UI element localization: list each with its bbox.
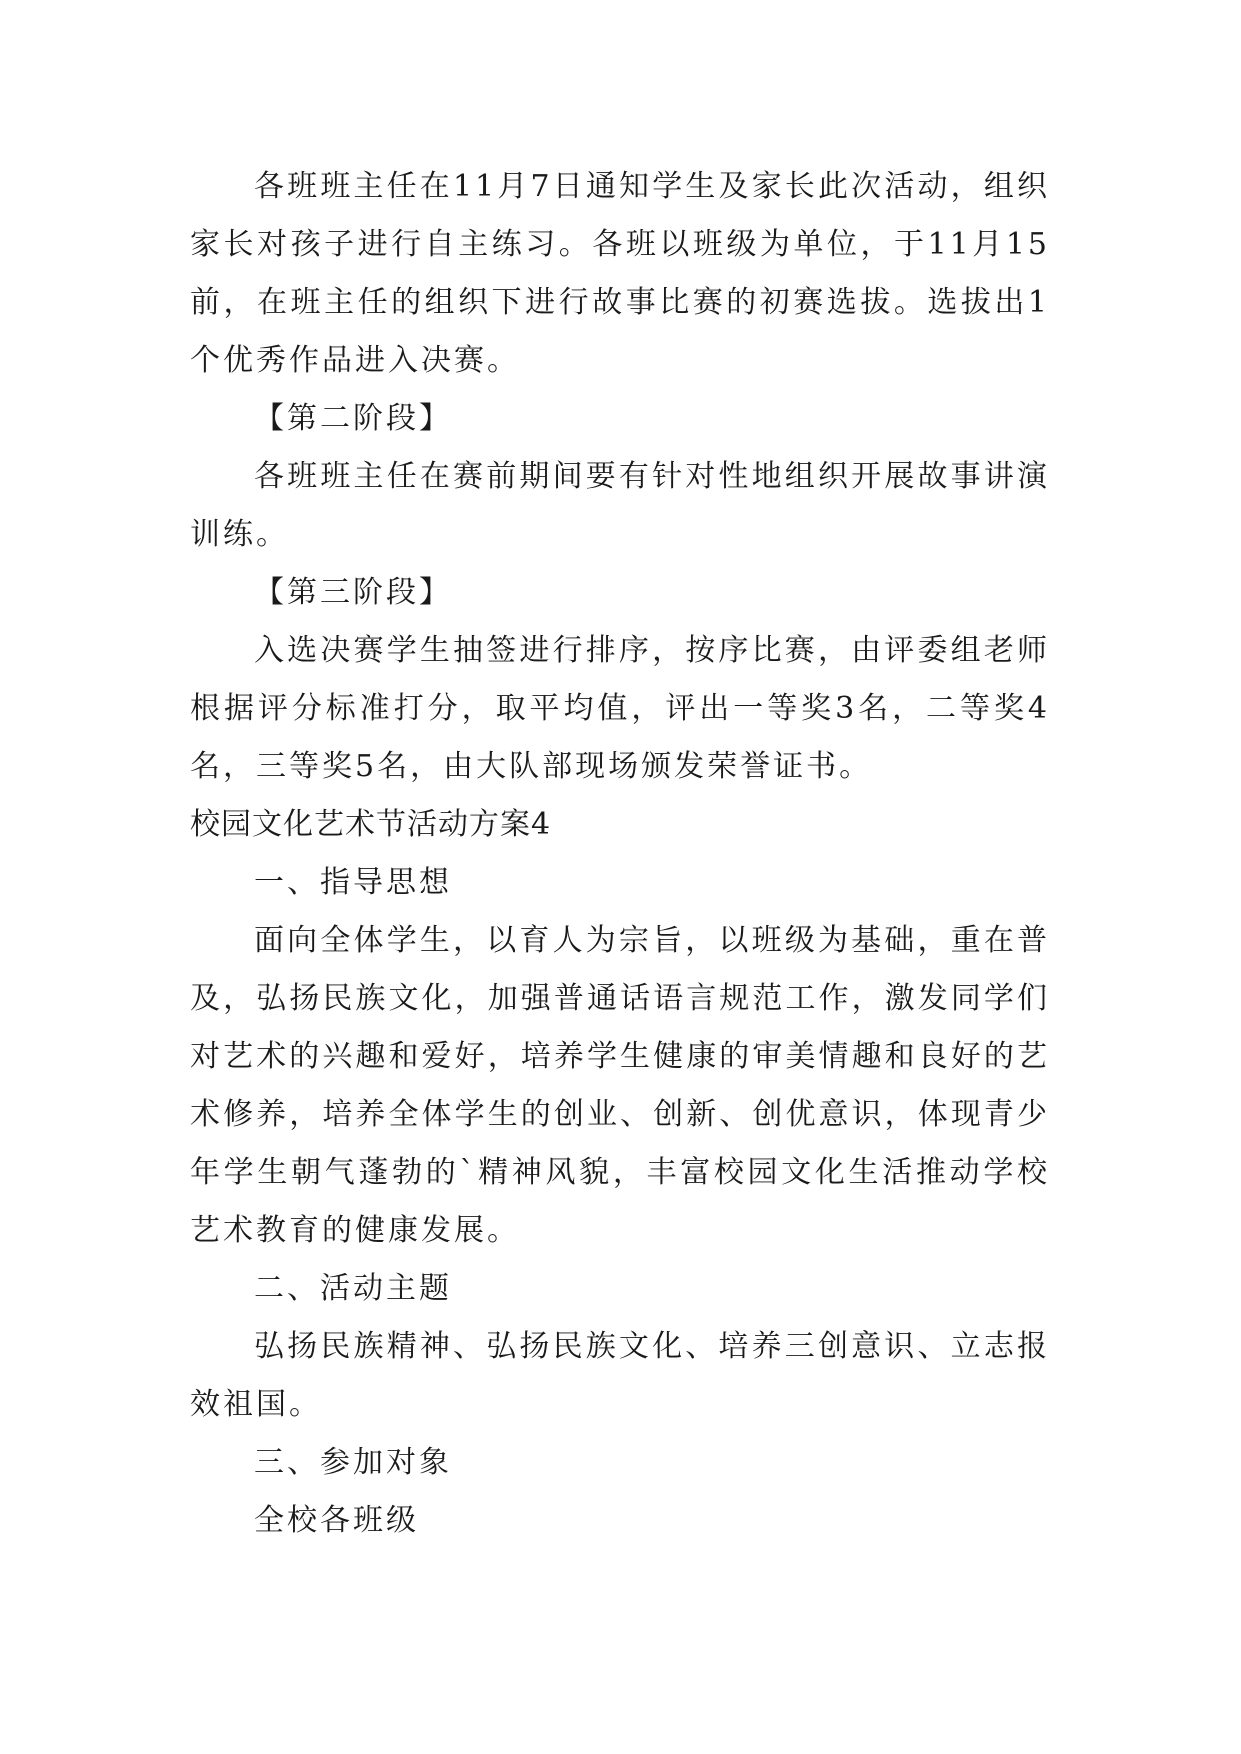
heading-activity-theme: 二、活动主题 [254,1271,452,1306]
paragraph-stage-three: 入选决赛学生抽签进行排序，按序比赛，由评委组老师根据评分标准打分，取平均值，评出一等奖3名，二等奖4名，三等奖5名，由大队部现场颁发荣誉证书。 [190,633,1050,784]
heading-guiding-ideology: 一、指导思想 [254,865,452,900]
document-body [190,158,1050,1550]
heading-participants: 三、参加对象 [254,1445,452,1480]
paragraph-guiding-ideology: 面向全体学生，以育人为宗旨，以班级为基础，重在普及，弘扬民族文化，加强普通话语言规范工作，激发同学们对艺术的兴趣和爱好，培养学生健康的审美情趣和良好的艺术修养，培养全体学生的创业、创新、创优意识，体现青少年学生朝气蓬勃的`精神风貌，丰富校园文化生活推动学校艺术教育的健康发展。 [190,923,1050,1248]
heading-stage-two: 【第二阶段】 [254,401,452,436]
paragraph-stage-two: 各班班主任在赛前期间要有针对性地组织开展故事讲演训练。 [190,459,1050,552]
paragraph-notice: 各班班主任在11月7日通知学生及家长此次活动，组织家长对孩子进行自主练习。各班以班级为单位，于11月15前，在班主任的组织下进行故事比赛的初赛选拔。选拔出1个优秀作品进入决赛。 [190,169,1050,378]
paragraph-participants: 全校各班级 [254,1503,419,1538]
section-title: 校园文化艺术节活动方案4 [190,807,552,842]
paragraph-activity-theme: 弘扬民族精神、弘扬民族文化、培养三创意识、立志报效祖国。 [190,1329,1050,1422]
heading-stage-three: 【第三阶段】 [254,575,452,610]
